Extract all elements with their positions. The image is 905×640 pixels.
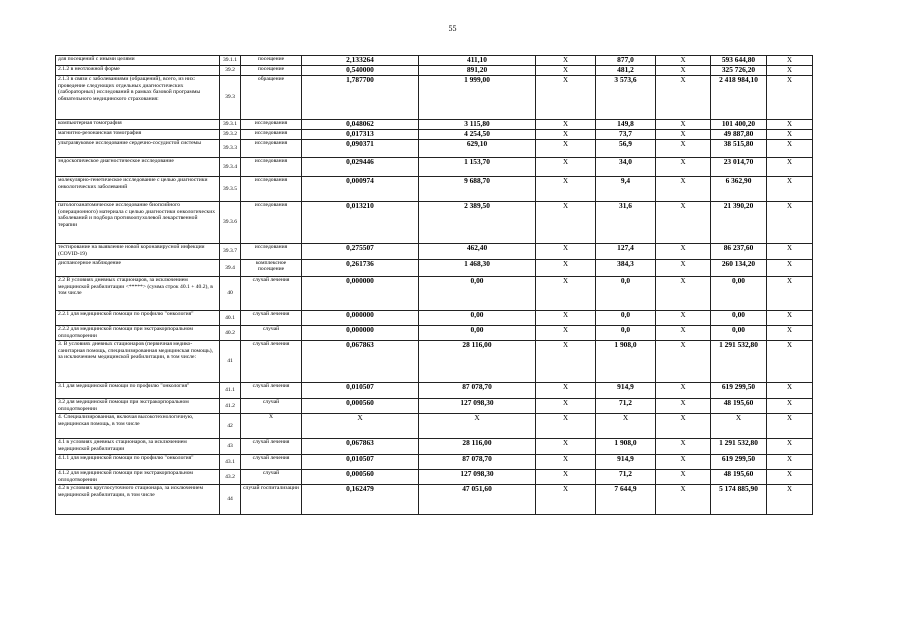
row-col7-cell: 149,8 <box>596 120 656 130</box>
row-col7-cell: 1 908,0 <box>596 439 656 455</box>
row-col7-cell: 914,9 <box>596 383 656 399</box>
row-col9-cell: 619 299,50 <box>711 383 767 399</box>
row-cost-cell: 2 389,50 <box>419 202 536 244</box>
row-col8-cell: X <box>656 383 711 399</box>
row-col10-cell: X <box>767 399 813 414</box>
table-row <box>56 383 813 399</box>
row-volume-cell: 0,275507 <box>302 244 419 260</box>
row-volume-cell: 0,000000 <box>302 311 419 326</box>
table-row <box>56 158 813 177</box>
row-col8-cell: X <box>656 470 711 485</box>
row-code-cell: 39.4 <box>220 260 241 277</box>
row-unit-cell: обращение <box>241 76 302 120</box>
row-name-cell: компьютерная томография <box>56 120 220 130</box>
row-col9-cell: 1 291 532,80 <box>711 439 767 455</box>
row-unit-cell: случай лечения <box>241 455 302 470</box>
row-col10-cell: X <box>767 244 813 260</box>
row-col6-cell: X <box>536 326 596 341</box>
row-code-cell: 41.1 <box>220 383 241 399</box>
row-col6-cell: X <box>536 130 596 140</box>
row-volume-cell: 2,133264 <box>302 56 419 66</box>
row-code-cell: 39.3.7 <box>220 244 241 260</box>
row-col9-cell: 38 515,80 <box>711 140 767 158</box>
row-col9-cell: 21 390,20 <box>711 202 767 244</box>
row-volume-cell: X <box>302 414 419 439</box>
row-volume-cell: 0,067863 <box>302 341 419 383</box>
table-row <box>56 414 813 439</box>
row-unit-cell: случай <box>241 326 302 341</box>
row-col6-cell: X <box>536 120 596 130</box>
row-col9-cell: 619 299,50 <box>711 455 767 470</box>
row-volume-cell: 0,000560 <box>302 399 419 414</box>
row-name-cell: 4. Специализированная, включая высокотехнологичную, медицинская помощь, в том числе <box>56 414 220 439</box>
table-row <box>56 66 813 76</box>
row-col6-cell: X <box>536 260 596 277</box>
row-cost-cell: 127 098,30 <box>419 470 536 485</box>
row-unit-cell: посещение <box>241 56 302 66</box>
row-col9-cell: 260 134,20 <box>711 260 767 277</box>
row-col10-cell: X <box>767 202 813 244</box>
row-col9-cell: 49 887,80 <box>711 130 767 140</box>
row-volume-cell: 0,013210 <box>302 202 419 244</box>
row-code-cell: 39.3.2 <box>220 130 241 140</box>
row-col10-cell: X <box>767 120 813 130</box>
row-col7-cell: 0,0 <box>596 311 656 326</box>
row-col10-cell: X <box>767 76 813 120</box>
row-col6-cell: X <box>536 455 596 470</box>
row-volume-cell: 0,261736 <box>302 260 419 277</box>
table-row <box>56 56 813 66</box>
row-col7-cell: 384,3 <box>596 260 656 277</box>
row-col6-cell: X <box>536 341 596 383</box>
row-unit-cell: исследования <box>241 140 302 158</box>
row-col7-cell: 73,7 <box>596 130 656 140</box>
row-volume-cell: 0,017313 <box>302 130 419 140</box>
row-col7-cell: 71,2 <box>596 470 656 485</box>
row-col10-cell: X <box>767 260 813 277</box>
row-cost-cell: 127 098,30 <box>419 399 536 414</box>
row-unit-cell: исследования <box>241 158 302 177</box>
row-volume-cell: 0,000000 <box>302 277 419 311</box>
row-col9-cell: X <box>711 414 767 439</box>
row-col6-cell: X <box>536 177 596 202</box>
row-col7-cell: 3 573,6 <box>596 76 656 120</box>
row-cost-cell: 28 116,00 <box>419 439 536 455</box>
row-col7-cell: 7 644,9 <box>596 485 656 515</box>
row-col6-cell: X <box>536 439 596 455</box>
row-col10-cell: X <box>767 455 813 470</box>
row-col6-cell: X <box>536 244 596 260</box>
row-unit-cell: случай госпитализации <box>241 485 302 515</box>
row-col9-cell: 6 362,90 <box>711 177 767 202</box>
row-code-cell: 39.1.1 <box>220 56 241 66</box>
row-name-cell: диспансерное наблюдение <box>56 260 220 277</box>
table-row <box>56 140 813 158</box>
row-col10-cell: X <box>767 130 813 140</box>
row-col6-cell: X <box>536 76 596 120</box>
row-name-cell: ультразвуковое исследование сердечно-сосудистой системы <box>56 140 220 158</box>
row-col10-cell: X <box>767 140 813 158</box>
table-row <box>56 260 813 277</box>
table-row <box>56 326 813 341</box>
row-unit-cell: случай лечения <box>241 277 302 311</box>
row-name-cell: 4.1.2 для медицинской помощи при экстракорпоральном оплодотворении <box>56 470 220 485</box>
row-col9-cell: 325 726,20 <box>711 66 767 76</box>
row-unit-cell: случай лечения <box>241 383 302 399</box>
row-volume-cell: 0,090371 <box>302 140 419 158</box>
row-name-cell: 2.2.2 для медицинской помощи при экстракорпоральном оплодотворении <box>56 326 220 341</box>
row-cost-cell: 891,20 <box>419 66 536 76</box>
row-code-cell: 41.2 <box>220 399 241 414</box>
row-col8-cell: X <box>656 140 711 158</box>
row-col7-cell: X <box>596 414 656 439</box>
row-col6-cell: X <box>536 383 596 399</box>
row-col6-cell: X <box>536 277 596 311</box>
row-name-cell: тестирование на выявление новой коронавирусной инфекции (COVID-19) <box>56 244 220 260</box>
row-code-cell: 40 <box>220 277 241 311</box>
table-row <box>56 277 813 311</box>
row-col10-cell: X <box>767 56 813 66</box>
table-row <box>56 76 813 120</box>
row-name-cell: 2.2 В условиях дневных стационаров, за исключением медицинской реабилитации <*****> (сумма строк 40.1 + 40.2), в том числе <box>56 277 220 311</box>
row-code-cell: 39.3.4 <box>220 158 241 177</box>
row-cost-cell: 1 999,00 <box>419 76 536 120</box>
row-col8-cell: X <box>656 414 711 439</box>
row-code-cell: 39.3 <box>220 76 241 120</box>
row-col10-cell: X <box>767 277 813 311</box>
row-name-cell: 2.1.3 в связи с заболеваниями (обращений), всего, из них: проведение следующих отдельных диагностических (лабораторных) исследований в рамках базовой программы обязательного медицинского страхования: <box>56 76 220 120</box>
row-cost-cell: 87 078,70 <box>419 455 536 470</box>
row-col9-cell: 1 291 532,80 <box>711 341 767 383</box>
row-col10-cell: X <box>767 485 813 515</box>
table-row <box>56 399 813 414</box>
row-unit-cell: случай <box>241 470 302 485</box>
row-code-cell: 39.3.5 <box>220 177 241 202</box>
row-volume-cell: 0,000974 <box>302 177 419 202</box>
row-col9-cell: 48 195,60 <box>711 399 767 414</box>
row-col9-cell: 5 174 885,90 <box>711 485 767 515</box>
row-col10-cell: X <box>767 383 813 399</box>
row-code-cell: 43.1 <box>220 455 241 470</box>
row-cost-cell: 9 688,70 <box>419 177 536 202</box>
row-col8-cell: X <box>656 66 711 76</box>
row-cost-cell: X <box>419 414 536 439</box>
row-col8-cell: X <box>656 311 711 326</box>
row-col10-cell: X <box>767 414 813 439</box>
row-col7-cell: 481,2 <box>596 66 656 76</box>
row-name-cell: 3.1 для медицинской помощи по профилю "онкология" <box>56 383 220 399</box>
row-code-cell: 40.2 <box>220 326 241 341</box>
row-col8-cell: X <box>656 326 711 341</box>
row-col8-cell: X <box>656 244 711 260</box>
row-col7-cell: 56,9 <box>596 140 656 158</box>
row-name-cell: 4.1 в условиях дневных стационаров, за исключением медицинской реабилитации <box>56 439 220 455</box>
row-name-cell: 4.1.1 для медицинской помощи по профилю "онкология" <box>56 455 220 470</box>
row-col9-cell: 48 195,60 <box>711 470 767 485</box>
table-row <box>56 439 813 455</box>
row-col7-cell: 1 908,0 <box>596 341 656 383</box>
row-cost-cell: 629,10 <box>419 140 536 158</box>
table-row <box>56 470 813 485</box>
table-row <box>56 130 813 140</box>
row-col7-cell: 31,6 <box>596 202 656 244</box>
row-col10-cell: X <box>767 326 813 341</box>
row-cost-cell: 3 115,80 <box>419 120 536 130</box>
row-col10-cell: X <box>767 158 813 177</box>
row-name-cell: для посещений с иными целями <box>56 56 220 66</box>
row-col7-cell: 71,2 <box>596 399 656 414</box>
row-cost-cell: 462,40 <box>419 244 536 260</box>
row-col8-cell: X <box>656 277 711 311</box>
row-col9-cell: 0,00 <box>711 311 767 326</box>
table-row <box>56 455 813 470</box>
row-col8-cell: X <box>656 76 711 120</box>
row-name-cell: магнитно-резонансная томография <box>56 130 220 140</box>
row-volume-cell: 1,787700 <box>302 76 419 120</box>
row-cost-cell: 87 078,70 <box>419 383 536 399</box>
row-name-cell: 3.2 для медицинской помощи при экстракорпоральном оплодотворении <box>56 399 220 414</box>
table-row <box>56 177 813 202</box>
row-col10-cell: X <box>767 66 813 76</box>
row-name-cell: эндоскопическое диагностическое исследование <box>56 158 220 177</box>
row-col9-cell: 0,00 <box>711 326 767 341</box>
row-col6-cell: X <box>536 399 596 414</box>
row-code-cell: 43.2 <box>220 470 241 485</box>
row-unit-cell: исследования <box>241 202 302 244</box>
table-row <box>56 341 813 383</box>
row-col8-cell: X <box>656 56 711 66</box>
row-code-cell: 39.3.6 <box>220 202 241 244</box>
row-col10-cell: X <box>767 177 813 202</box>
row-volume-cell: 0,540000 <box>302 66 419 76</box>
financing-table <box>55 55 813 515</box>
row-col6-cell: X <box>536 202 596 244</box>
row-cost-cell: 28 116,00 <box>419 341 536 383</box>
row-code-cell: 39.3.3 <box>220 140 241 158</box>
table-row <box>56 244 813 260</box>
row-col7-cell: 877,0 <box>596 56 656 66</box>
row-col6-cell: X <box>536 485 596 515</box>
row-cost-cell: 0,00 <box>419 277 536 311</box>
row-volume-cell: 0,010507 <box>302 383 419 399</box>
row-name-cell: молекулярно-генетическое исследование с целью диагностики онкологических заболеваний <box>56 177 220 202</box>
row-cost-cell: 0,00 <box>419 326 536 341</box>
row-col7-cell: 914,9 <box>596 455 656 470</box>
row-col7-cell: 0,0 <box>596 326 656 341</box>
row-volume-cell: 0,029446 <box>302 158 419 177</box>
row-unit-cell: исследования <box>241 120 302 130</box>
row-name-cell: 2.1.2 в неотложной форме <box>56 66 220 76</box>
row-col10-cell: X <box>767 470 813 485</box>
row-col8-cell: X <box>656 130 711 140</box>
row-col8-cell: X <box>656 158 711 177</box>
row-volume-cell: 0,048062 <box>302 120 419 130</box>
row-cost-cell: 47 051,60 <box>419 485 536 515</box>
row-col8-cell: X <box>656 202 711 244</box>
row-unit-cell: комплексное посещение <box>241 260 302 277</box>
row-cost-cell: 4 254,50 <box>419 130 536 140</box>
row-col9-cell: 0,00 <box>711 277 767 311</box>
table-row <box>56 202 813 244</box>
row-col7-cell: 9,4 <box>596 177 656 202</box>
row-col9-cell: 101 400,20 <box>711 120 767 130</box>
row-unit-cell: исследования <box>241 130 302 140</box>
row-col10-cell: X <box>767 439 813 455</box>
row-col9-cell: 2 418 984,10 <box>711 76 767 120</box>
row-volume-cell: 0,010507 <box>302 455 419 470</box>
page-number: 55 <box>448 24 457 33</box>
row-volume-cell: 0,162479 <box>302 485 419 515</box>
row-col8-cell: X <box>656 439 711 455</box>
row-cost-cell: 0,00 <box>419 311 536 326</box>
row-col9-cell: 593 644,80 <box>711 56 767 66</box>
row-unit-cell: X <box>241 414 302 439</box>
row-col7-cell: 0,0 <box>596 277 656 311</box>
row-unit-cell: случай лечения <box>241 311 302 326</box>
row-code-cell: 39.3.1 <box>220 120 241 130</box>
row-col9-cell: 23 014,70 <box>711 158 767 177</box>
row-col8-cell: X <box>656 120 711 130</box>
row-name-cell: 3. В условиях дневных стационаров (первичная медико-санитарная помощь, специализированная медицинская помощь), за исключением медицинской реабилитации, в том числе: <box>56 341 220 383</box>
row-col8-cell: X <box>656 177 711 202</box>
row-volume-cell: 0,000000 <box>302 326 419 341</box>
row-code-cell: 40.1 <box>220 311 241 326</box>
row-volume-cell: 0,067863 <box>302 439 419 455</box>
row-col6-cell: X <box>536 470 596 485</box>
row-code-cell: 42 <box>220 414 241 439</box>
row-unit-cell: исследования <box>241 177 302 202</box>
row-col10-cell: X <box>767 341 813 383</box>
row-col7-cell: 34,0 <box>596 158 656 177</box>
row-col6-cell: X <box>536 140 596 158</box>
row-unit-cell: исследования <box>241 244 302 260</box>
row-col8-cell: X <box>656 399 711 414</box>
row-unit-cell: посещение <box>241 66 302 76</box>
row-code-cell: 44 <box>220 485 241 515</box>
row-col6-cell: X <box>536 414 596 439</box>
row-col9-cell: 86 237,60 <box>711 244 767 260</box>
row-col8-cell: X <box>656 260 711 277</box>
table-row <box>56 120 813 130</box>
row-col7-cell: 127,4 <box>596 244 656 260</box>
row-name-cell: 4.2 в условиях круглосуточного стационара, за исключением медицинской реабилитации, в том числе <box>56 485 220 515</box>
row-col8-cell: X <box>656 341 711 383</box>
row-code-cell: 39.2 <box>220 66 241 76</box>
row-volume-cell: 0,000560 <box>302 470 419 485</box>
row-col8-cell: X <box>656 485 711 515</box>
row-col6-cell: X <box>536 311 596 326</box>
row-name-cell: 2.2.1 для медицинской помощи по профилю "онкология" <box>56 311 220 326</box>
row-col6-cell: X <box>536 66 596 76</box>
row-col8-cell: X <box>656 455 711 470</box>
row-code-cell: 43 <box>220 439 241 455</box>
table-row <box>56 485 813 515</box>
row-unit-cell: случай лечения <box>241 439 302 455</box>
row-unit-cell: случай <box>241 399 302 414</box>
row-cost-cell: 1 153,70 <box>419 158 536 177</box>
row-cost-cell: 1 468,30 <box>419 260 536 277</box>
row-cost-cell: 411,10 <box>419 56 536 66</box>
row-col6-cell: X <box>536 56 596 66</box>
row-unit-cell: случай лечения <box>241 341 302 383</box>
table-row <box>56 311 813 326</box>
row-code-cell: 41 <box>220 341 241 383</box>
row-col10-cell: X <box>767 311 813 326</box>
row-col6-cell: X <box>536 158 596 177</box>
row-name-cell: патологоанатомическое исследование биопсийного (операционного) материала с целью диагностики онкологических заболеваний и подбора противоопухолевой лекарственной терапии <box>56 202 220 244</box>
